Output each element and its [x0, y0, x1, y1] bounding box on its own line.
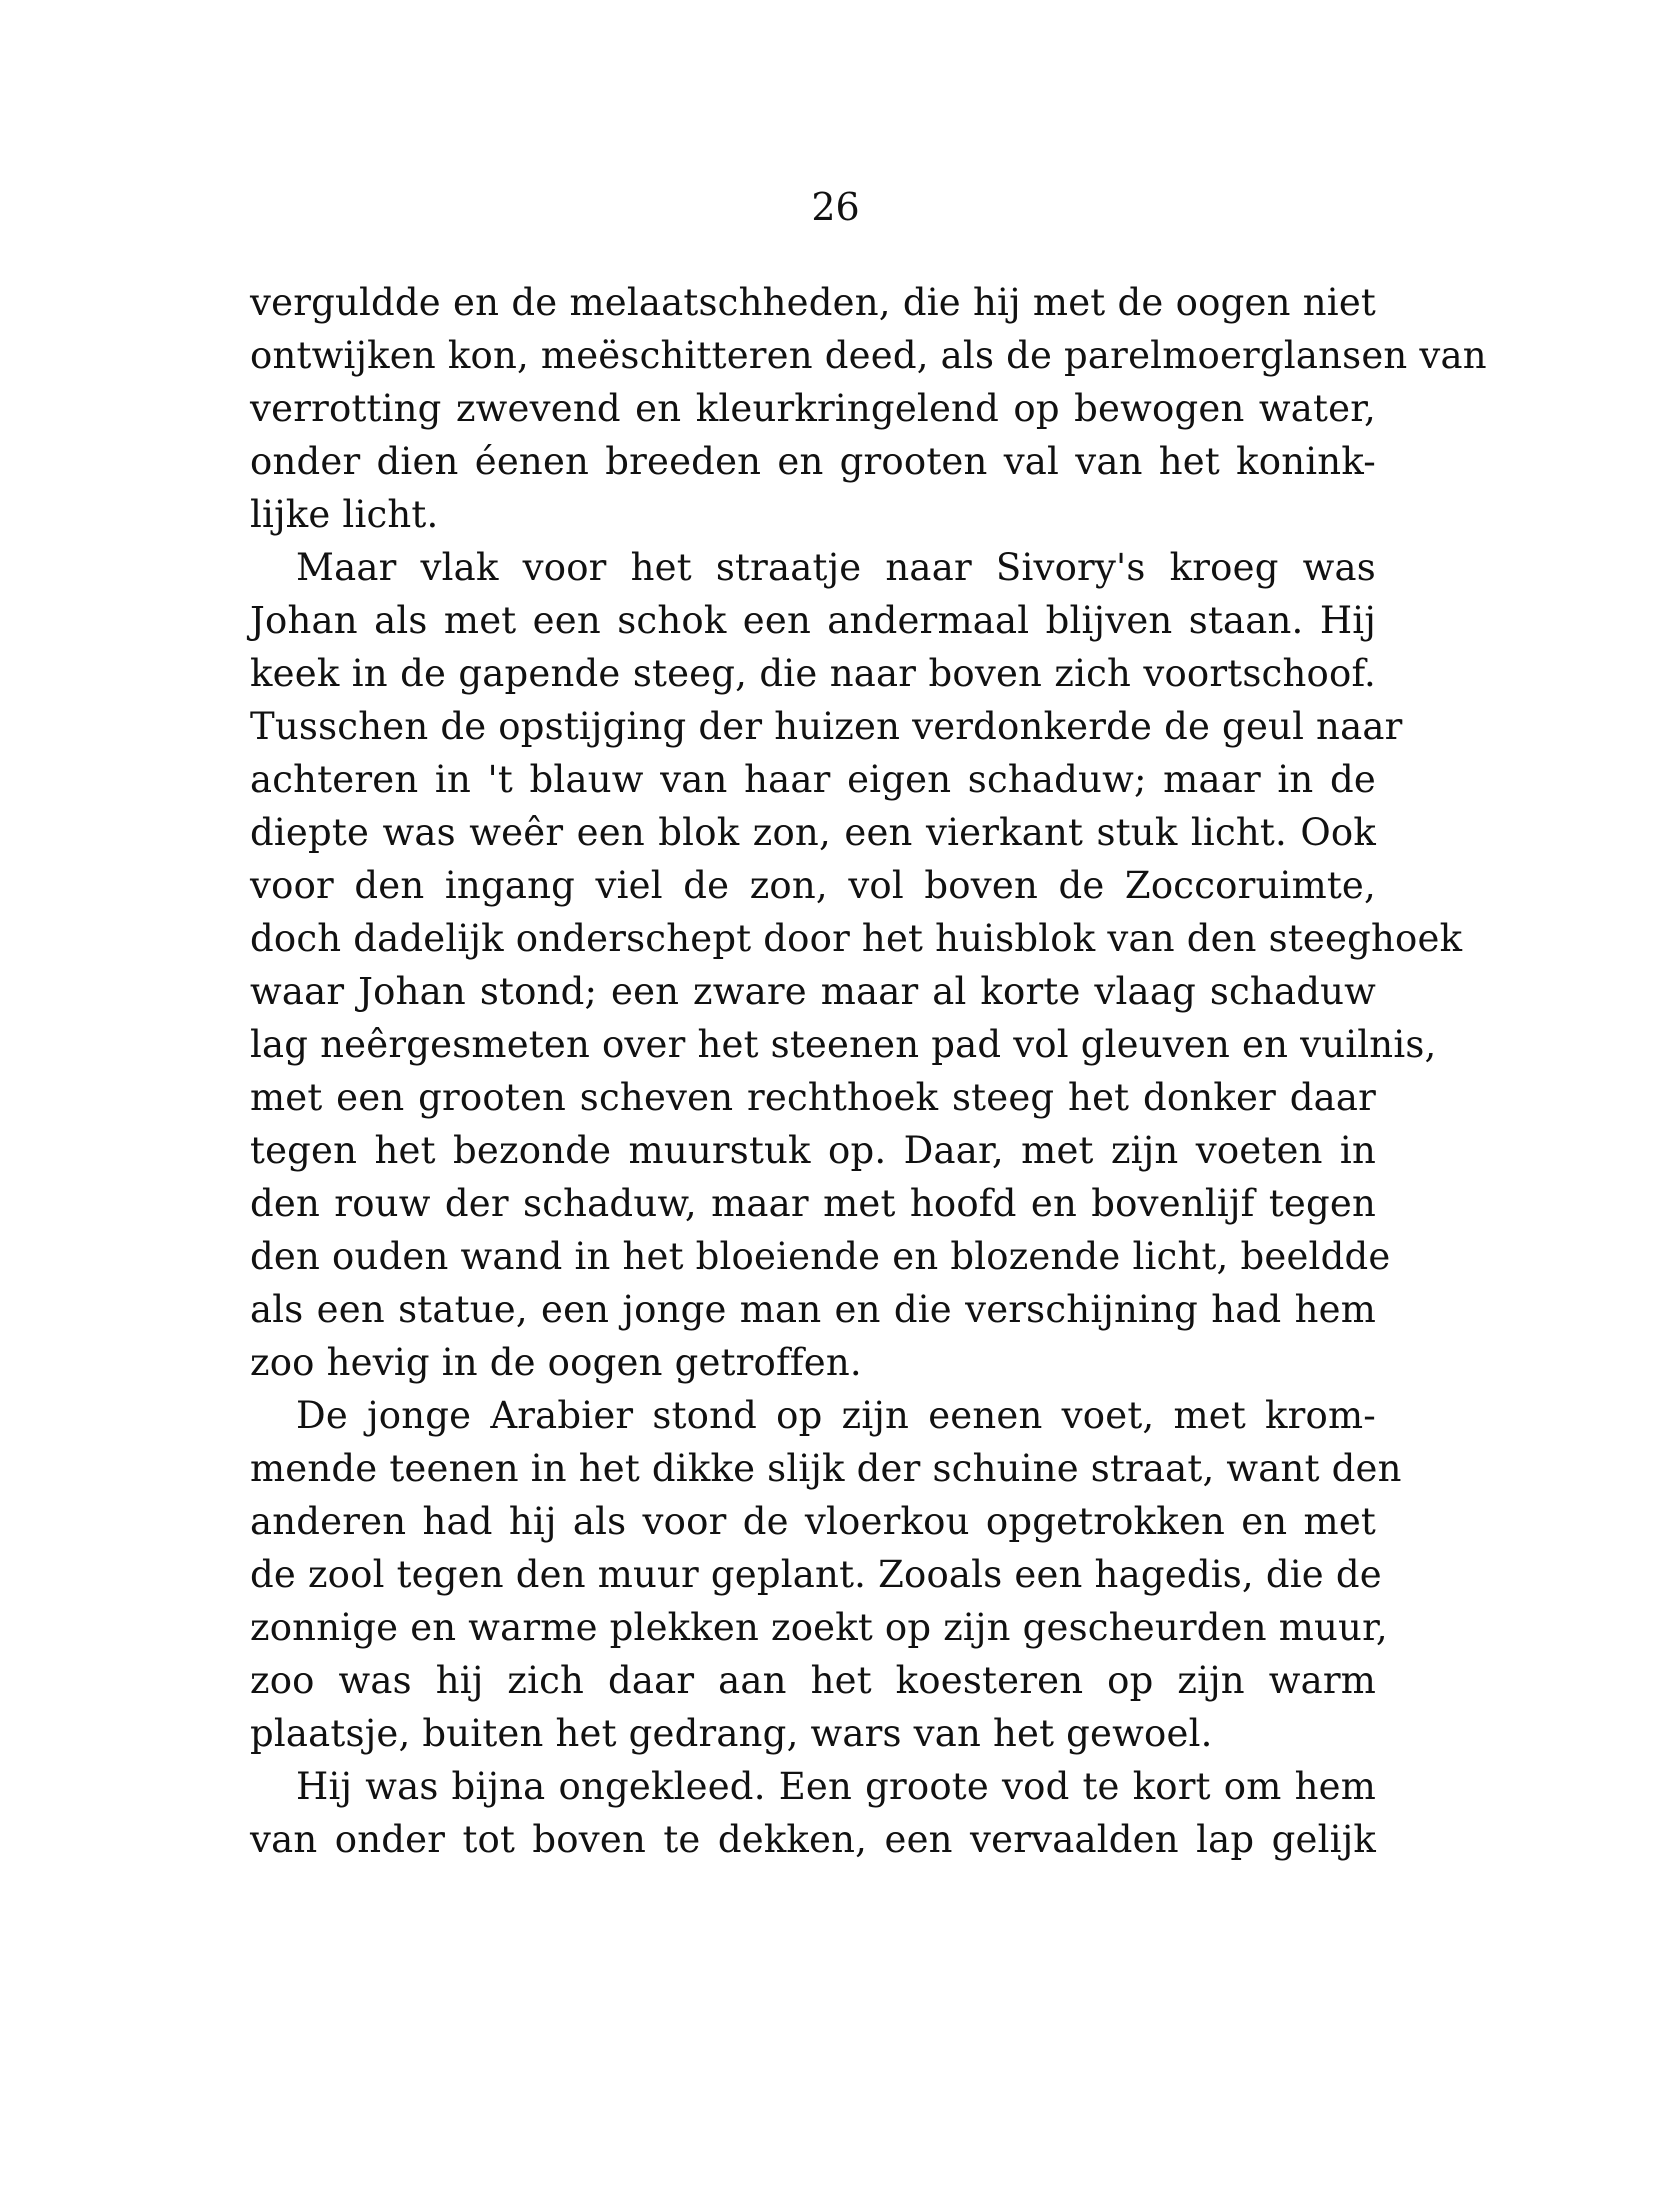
text-line: tegen het bezonde muurstuk op. Daar, met zijn voeten in — [250, 1129, 1376, 1172]
page-number: 26 — [811, 185, 860, 229]
text-line: verguldde en de melaatschheden, die hij met de oogen niet — [250, 281, 1376, 324]
text-line: Maar vlak voor het straatje naar Sivory's kroeg was — [296, 546, 1376, 589]
text-line: lijke licht. — [250, 493, 439, 536]
text-line: voor den ingang viel de zon, vol boven de Zoccoruimte, — [250, 864, 1376, 907]
text-line: anderen had hij als voor de vloerkou opgetrokken en met — [250, 1500, 1376, 1543]
text-line: van onder tot boven te dekken, een vervaalden lap gelijk — [250, 1818, 1376, 1861]
text-line: zoo was hij zich daar aan het koesteren op zijn warm — [250, 1659, 1376, 1702]
text-line: den ouden wand in het bloeiende en blozende licht, beeldde — [250, 1235, 1391, 1278]
text-line: zoo hevig in de oogen getroffen. — [250, 1341, 862, 1384]
text-line: achteren in 't blauw van haar eigen schaduw; maar in de — [250, 758, 1376, 801]
text-line: onder dien éenen breeden en grooten val van het konink- — [250, 440, 1376, 483]
text-line: Tusschen de opstijging der huizen verdonkerde de geul naar — [250, 705, 1403, 748]
text-line: met een grooten scheven rechthoek steeg het donker daar — [250, 1076, 1376, 1119]
body-text — [250, 276, 1487, 1866]
text-line: als een statue, een jonge man en die verschijning had hem — [250, 1288, 1376, 1331]
text-line: doch dadelijk onderschept door het huisblok van den steeghoek — [250, 917, 1463, 960]
text-line: waar Johan stond; een zware maar al korte vlaag schaduw — [250, 970, 1376, 1013]
text-line: zonnige en warme plekken zoekt op zijn gescheurden muur, — [250, 1606, 1388, 1649]
text-line: De jonge Arabier stond op zijn eenen voet, met krom- — [296, 1394, 1376, 1437]
text-line: de zool tegen den muur geplant. Zooals een hagedis, die de — [250, 1553, 1382, 1596]
text-line: diepte was weêr een blok zon, een vierkant stuk licht. Ook — [250, 811, 1376, 854]
text-line: verrotting zwevend en kleurkringelend op bewogen water, — [250, 387, 1376, 430]
text-line: ontwijken kon, meëschitteren deed, als de parelmoerglansen van — [250, 334, 1487, 377]
text-line: Hij was bijna ongekleed. Een groote vod te kort om hem — [296, 1765, 1376, 1808]
text-line: keek in de gapende steeg, die naar boven zich voortschoof. — [250, 652, 1376, 695]
text-line: mende teenen in het dikke slijk der schuine straat, want den — [250, 1447, 1402, 1490]
text-line: lag neêrgesmeten over het steenen pad vol gleuven en vuilnis, — [250, 1023, 1437, 1066]
text-line: plaatsje, buiten het gedrang, wars van het gewoel. — [250, 1712, 1213, 1755]
text-line: Johan als met een schok een andermaal blijven staan. Hij — [250, 599, 1376, 642]
text-line: den rouw der schaduw, maar met hoofd en bovenlijf tegen — [250, 1182, 1376, 1225]
